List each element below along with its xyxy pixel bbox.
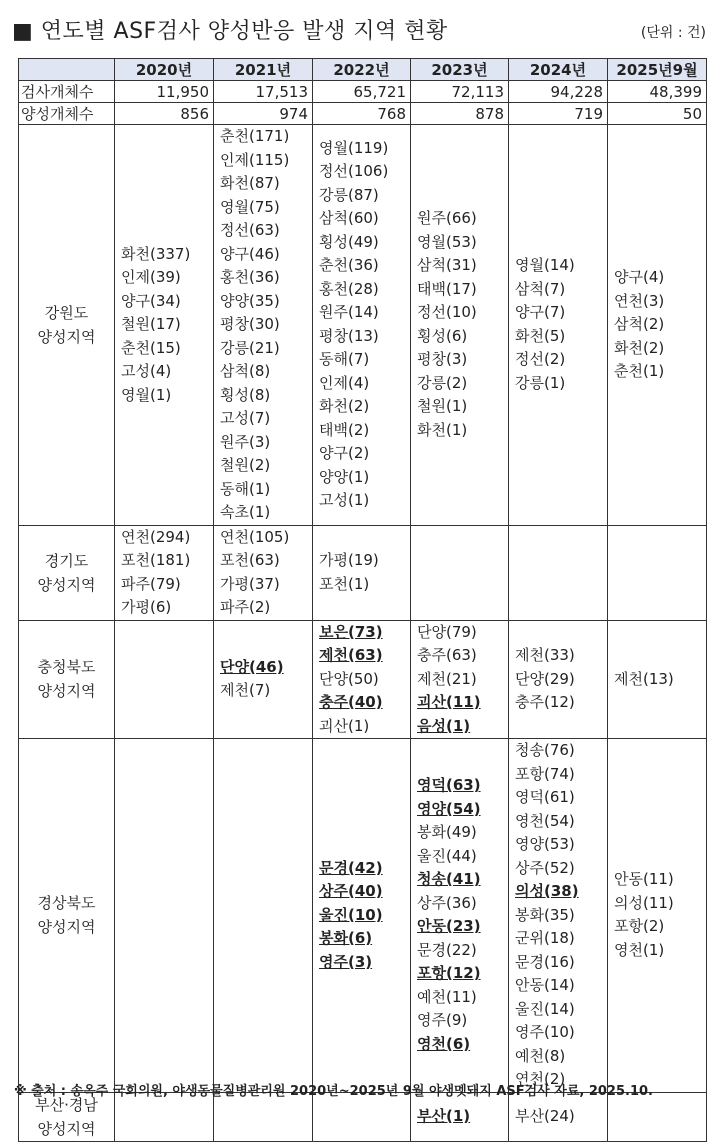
area-count: 가평(37)	[220, 574, 280, 593]
area-count: 춘천(171)	[220, 127, 290, 145]
value-cell: 50	[608, 103, 707, 125]
region-row-busan-gyeongnam	[19, 1092, 707, 1141]
area-count: 단양(46)	[220, 657, 284, 676]
value-cell: 48,399	[608, 81, 707, 103]
area-count: 제천(63)	[319, 646, 383, 664]
area-count: 영월(1)	[121, 385, 172, 404]
area-count: 삼척(2)	[614, 315, 665, 333]
region-label-line: 양성지역	[37, 327, 96, 346]
value-cell: 11,950	[115, 81, 214, 103]
area-count: 정선(63)	[220, 221, 280, 239]
area-count: 단양(50)	[319, 669, 379, 688]
unit-label: (단위 : 건)	[640, 25, 706, 41]
region-label	[19, 525, 115, 620]
area-count: 양양(1)	[319, 467, 370, 486]
region-year-cell	[509, 125, 608, 526]
area-count: 영월(14)	[515, 256, 575, 275]
area-count: 강릉(2)	[417, 373, 468, 392]
region-year-cell	[509, 1092, 608, 1141]
area-count: 정선(106)	[319, 162, 389, 181]
area-count: 의성(11)	[614, 893, 674, 912]
area-count: 영월(53)	[417, 232, 477, 251]
area-count: 영양(54)	[417, 799, 481, 818]
area-count: 영천(1)	[614, 940, 665, 959]
area-count: 정선(10)	[417, 303, 477, 322]
area-count: 횡성(8)	[220, 385, 271, 404]
area-count: 상주(40)	[319, 882, 383, 900]
area-count: 원주(14)	[319, 303, 379, 322]
area-count: 상주(36)	[417, 893, 477, 912]
area-count: 철원(1)	[417, 397, 468, 416]
region-row-gangwon	[19, 125, 707, 526]
header-cell-2022: 2022년	[313, 59, 411, 81]
region-row-gyeonggi	[19, 525, 707, 620]
area-count: 인제(39)	[121, 268, 181, 286]
area-count: 포천(181)	[121, 551, 191, 569]
area-count: 문경(42)	[319, 858, 383, 877]
area-count: 화천(1)	[417, 420, 468, 439]
header-row	[19, 59, 707, 81]
region-year-cell	[608, 1092, 707, 1141]
area-count: 충주(40)	[319, 693, 383, 711]
area-count: 양구(7)	[515, 303, 566, 322]
region-year-cell	[115, 525, 214, 620]
area-count: 영주(10)	[515, 1023, 575, 1041]
area-count: 안동(23)	[417, 917, 481, 936]
region-year-cell	[411, 739, 509, 1093]
positive-count-row	[19, 103, 707, 125]
area-count: 태백(17)	[417, 279, 477, 298]
area-count: 청송(76)	[515, 741, 575, 759]
area-count: 삼척(60)	[319, 209, 379, 228]
region-label-line: 경상북도	[37, 894, 96, 913]
region-year-cell	[608, 620, 707, 739]
area-count: 정선(2)	[515, 350, 566, 369]
area-count: 화천(337)	[121, 244, 191, 263]
area-count: 동해(1)	[220, 479, 271, 498]
area-count: 제천(33)	[515, 646, 575, 664]
area-count: 영양(53)	[515, 835, 575, 853]
region-year-cell	[115, 620, 214, 739]
area-count: 영주(3)	[319, 952, 373, 971]
region-year-cell	[608, 739, 707, 1093]
area-count: 포항(2)	[614, 917, 665, 936]
value-cell: 17,513	[214, 81, 313, 103]
area-count: 영천(6)	[417, 1034, 471, 1053]
area-count: 양양(35)	[220, 291, 280, 310]
area-count: 충주(12)	[515, 693, 575, 711]
area-count: 봉화(49)	[417, 823, 477, 842]
area-count: 춘천(1)	[614, 362, 665, 380]
area-count: 충주(63)	[417, 646, 477, 664]
area-count: 인제(115)	[220, 150, 290, 169]
area-count: 안동(11)	[614, 870, 674, 889]
area-count: 제천(7)	[220, 681, 271, 700]
value-cell: 72,113	[411, 81, 509, 103]
area-count: 파주(79)	[121, 574, 181, 593]
header-cell-2023: 2023년	[411, 59, 509, 81]
area-count: 괴산(11)	[417, 693, 481, 711]
area-count: 울진(10)	[319, 905, 383, 924]
area-count: 울진(14)	[515, 999, 575, 1018]
area-count: 홍천(36)	[220, 268, 280, 286]
region-label-line: 양성지역	[37, 575, 96, 594]
region-year-cell	[214, 620, 313, 739]
area-count: 평창(30)	[220, 315, 280, 333]
region-year-cell	[214, 739, 313, 1093]
area-count: 인제(4)	[319, 373, 370, 392]
area-count: 철원(17)	[121, 315, 181, 333]
row-label: 검사개체수	[19, 81, 115, 103]
area-count: 제천(13)	[614, 669, 674, 688]
area-count: 고성(4)	[121, 362, 172, 380]
area-count: 원주(3)	[220, 432, 271, 451]
value-cell: 878	[411, 103, 509, 125]
region-label-line: 경기도	[44, 551, 89, 570]
region-year-cell	[313, 739, 411, 1093]
region-label-line: 충청북도	[37, 658, 96, 677]
area-count: 문경(22)	[417, 940, 477, 959]
area-count: 예천(11)	[417, 987, 477, 1006]
area-count: 연천(294)	[121, 527, 191, 546]
area-count: 포천(63)	[220, 551, 280, 569]
area-count: 단양(29)	[515, 669, 575, 688]
area-count: 봉화(35)	[515, 905, 575, 924]
value-cell: 974	[214, 103, 313, 125]
area-count: 양구(4)	[614, 268, 665, 286]
value-cell: 94,228	[509, 81, 608, 103]
area-count: 삼척(31)	[417, 256, 477, 275]
area-count: 영덕(63)	[417, 776, 481, 795]
area-count: 청송(41)	[417, 870, 481, 889]
area-count: 부산(24)	[515, 1106, 575, 1125]
region-year-cell	[509, 739, 608, 1093]
area-count: 문경(16)	[515, 952, 575, 971]
value-cell: 768	[313, 103, 411, 125]
region-row-gyeongbuk	[19, 739, 707, 1093]
area-count: 평창(3)	[417, 350, 468, 369]
area-count: 화천(5)	[515, 326, 566, 345]
area-count: 괴산(1)	[319, 716, 370, 735]
area-count: 양구(46)	[220, 244, 280, 263]
area-count: 제천(21)	[417, 669, 477, 688]
area-count: 양구(34)	[121, 291, 181, 310]
region-label	[19, 620, 115, 739]
region-year-cell	[214, 525, 313, 620]
area-count: 고성(7)	[220, 409, 271, 427]
area-count: 봉화(6)	[319, 929, 373, 947]
area-count: 가평(6)	[121, 598, 172, 616]
source-note: ※ 출처 : 송옥주 국회의원, 야생동물질병관리원 2020년~2025년 9월 야생멧돼지 ASF검사 자료, 2025.10.	[14, 1084, 653, 1099]
area-count: 예천(8)	[515, 1046, 566, 1065]
value-cell: 856	[115, 103, 214, 125]
area-count: 의성(38)	[515, 882, 579, 900]
area-count: 부산(1)	[417, 1106, 471, 1125]
header-cell-2021: 2021년	[214, 59, 313, 81]
area-count: 가평(19)	[319, 551, 379, 569]
region-label	[19, 739, 115, 1093]
page-title: ■ 연도별 ASF검사 양성반응 발생 지역 현황	[12, 19, 448, 44]
region-label	[19, 1092, 115, 1141]
region-label	[19, 125, 115, 526]
region-year-cell	[411, 525, 509, 620]
area-count: 안동(14)	[515, 976, 575, 994]
area-count: 울진(44)	[417, 846, 477, 865]
region-rows	[19, 125, 707, 1142]
area-count: 원주(66)	[417, 209, 477, 228]
region-year-cell	[313, 125, 411, 526]
region-year-cell	[115, 125, 214, 526]
region-year-cell	[509, 525, 608, 620]
area-count: 연천(3)	[614, 291, 665, 310]
area-count: 삼척(8)	[220, 362, 271, 380]
header-cell-2025: 2025년9월	[608, 59, 707, 81]
area-count: 단양(79)	[417, 622, 477, 641]
region-label-line: 양성지역	[37, 682, 96, 701]
value-cell: 719	[509, 103, 608, 125]
region-row-chungbuk	[19, 620, 707, 739]
region-year-cell	[411, 125, 509, 526]
region-year-cell	[608, 125, 707, 526]
area-count: 화천(2)	[614, 338, 665, 357]
area-count: 포천(1)	[319, 574, 370, 593]
area-count: 양구(2)	[319, 444, 370, 463]
area-count: 동해(7)	[319, 350, 370, 369]
value-cell: 65,721	[313, 81, 411, 103]
region-year-cell	[214, 125, 313, 526]
area-count: 영덕(61)	[515, 788, 575, 806]
header-cell-2020: 2020년	[115, 59, 214, 81]
area-count: 보은(73)	[319, 622, 383, 641]
area-count: 음성(1)	[417, 716, 471, 735]
area-count: 연천(2)	[515, 1070, 566, 1088]
region-year-cell	[411, 620, 509, 739]
area-count: 영월(75)	[220, 197, 280, 216]
tested-count-row	[19, 81, 707, 103]
row-label: 양성개체수	[19, 103, 115, 125]
region-year-cell	[313, 620, 411, 739]
region-label-line: 양성지역	[37, 918, 96, 937]
area-count: 연천(105)	[220, 527, 290, 546]
region-label-line: 강원도	[44, 303, 89, 322]
area-count: 포항(74)	[515, 764, 575, 783]
area-count: 태백(2)	[319, 420, 370, 439]
area-count: 강릉(1)	[515, 373, 566, 392]
area-count: 군위(18)	[515, 929, 575, 947]
asf-region-table	[18, 58, 707, 1142]
region-year-cell	[313, 1092, 411, 1141]
area-count: 화천(2)	[319, 397, 370, 416]
area-count: 춘천(15)	[121, 338, 181, 357]
region-year-cell	[411, 1092, 509, 1141]
header-cell-corner	[19, 59, 115, 81]
region-year-cell	[115, 1092, 214, 1141]
area-count: 삼척(7)	[515, 279, 566, 298]
area-count: 평창(13)	[319, 326, 379, 345]
title-row	[12, 10, 712, 50]
area-count: 상주(52)	[515, 858, 575, 877]
area-count: 포항(12)	[417, 964, 481, 983]
area-count: 횡성(6)	[417, 326, 468, 345]
area-count: 홍천(28)	[319, 279, 379, 298]
area-count: 강릉(21)	[220, 338, 280, 357]
area-count: 화천(87)	[220, 174, 280, 192]
area-count: 고성(1)	[319, 491, 370, 510]
region-year-cell	[608, 525, 707, 620]
area-count: 속초(1)	[220, 503, 271, 521]
area-count: 영천(54)	[515, 811, 575, 830]
area-count: 춘천(36)	[319, 256, 379, 275]
region-label-line: 부산·경남	[35, 1095, 98, 1114]
area-count: 영월(119)	[319, 138, 389, 157]
region-label-line: 양성지역	[37, 1119, 96, 1138]
area-count: 강릉(87)	[319, 185, 379, 204]
area-count: 철원(2)	[220, 456, 271, 474]
area-count: 파주(2)	[220, 598, 271, 616]
header-cell-2024: 2024년	[509, 59, 608, 81]
region-year-cell	[115, 739, 214, 1093]
region-year-cell	[214, 1092, 313, 1141]
region-year-cell	[509, 620, 608, 739]
area-count: 횡성(49)	[319, 232, 379, 251]
area-count: 영주(9)	[417, 1011, 468, 1030]
region-year-cell	[313, 525, 411, 620]
